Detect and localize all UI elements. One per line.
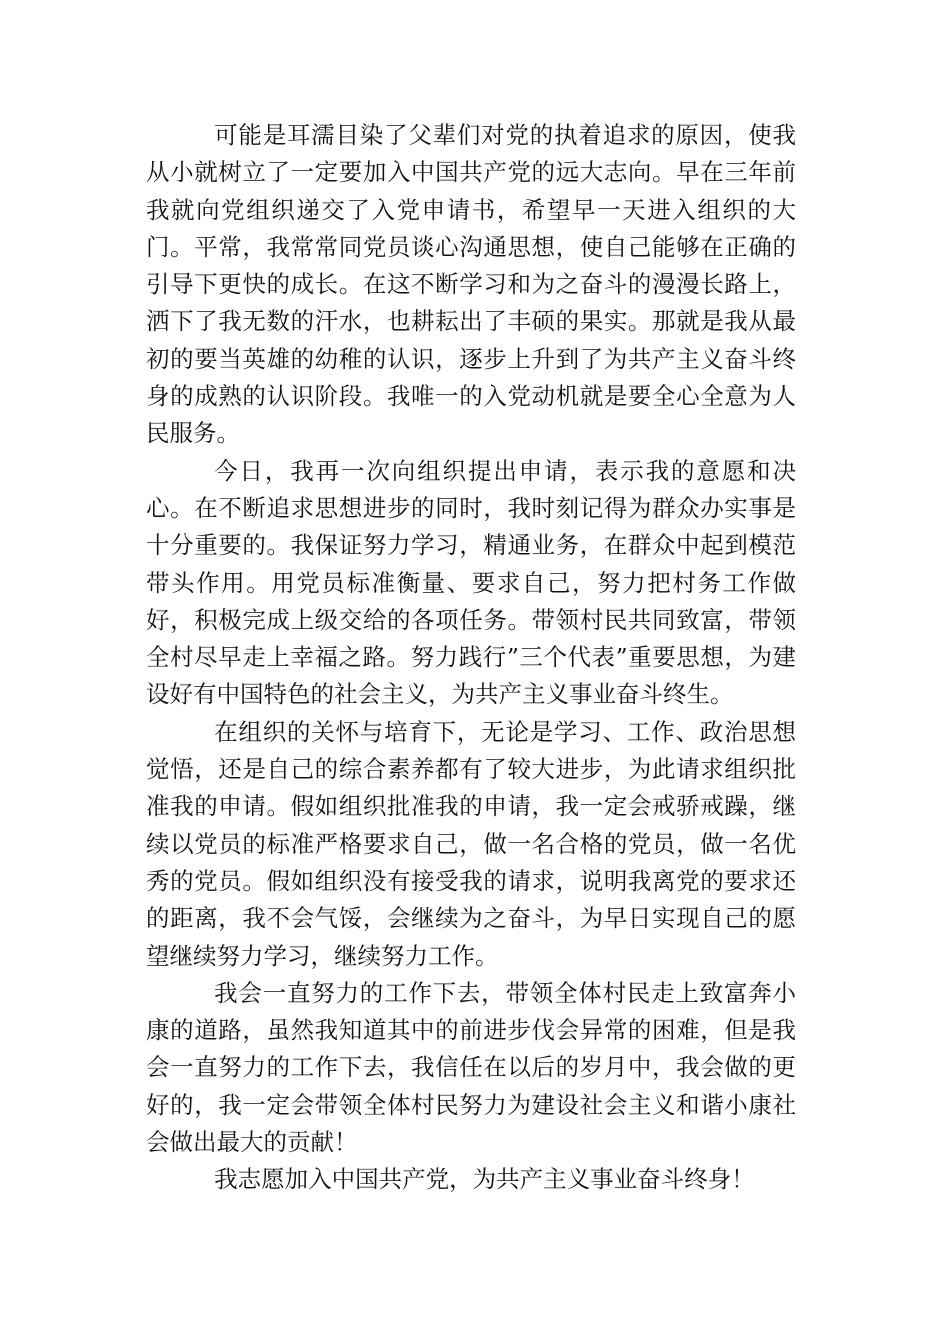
document-body <box>146 117 796 1199</box>
paragraph-5: 我志愿加入中国共产党，为共产主义事业奋斗终身！ <box>214 1165 755 1194</box>
paragraph-1: 可能是耳濡目染了父辈们对党的执着追求的原因，使我从小就树立了一定要加入中国共产党的远大志向。早在三年前我就向党组织递交了入党申请书，希望早一天进入组织的大门。平常，我常常同党员谈心沟通思想，使自己能够在正确的引导下更快的成长。在这不断学习和为之奋斗的漫漫长路上，洒下了我无数的汗水，也耕耘出了丰硕的果实。那就是我从最初的要当英雄的幼稚的认识，逐步上升到了为共产主义奋斗终身的成熟的认识阶段。我唯一的入党动机就是要全心全意为人民服务。 <box>146 121 796 448</box>
paragraph-2: 今日，我再一次向组织提出申请，表示我的意愿和决心。在不断追求思想进步的同时，我时刻记得为群众办实事是十分重要的。我保证努力学习，精通业务，在群众中起到模范带头作用。用党员标准衡量、要求自己，努力把村务工作做好，积极完成上级交给的各项任务。带领村民共同致富，带领全村尽早走上幸福之路。努力践行”三个代表”重要思想，为建设好有中国特色的社会主义，为共产主义事业奋斗终生。 <box>146 456 796 709</box>
paragraph-3: 在组织的关怀与培育下，无论是学习、工作、政治思想觉悟，还是自己的综合素养都有了较大进步，为此请求组织批准我的申请。假如组织批准我的申请，我一定会戒骄戒躁，继续以党员的标准严格要求自己，做一名合格的党员，做一名优秀的党员。假如组织没有接受我的请求，说明我离党的要求还的距离，我不会气馁，会继续为之奋斗，为早日实现自己的愿望继续努力学习，继续努力工作。 <box>146 717 796 970</box>
paragraph-4: 我会一直努力的工作下去，带领全体村民走上致富奔小康的道路，虽然我知道其中的前进步伐会异常的困难，但是我会一直努力的工作下去，我信任在以后的岁月中，我会做的更好的，我一定会带领全体村民努力为建设社会主义和谐小康社会做出最大的贡献！ <box>146 978 796 1157</box>
